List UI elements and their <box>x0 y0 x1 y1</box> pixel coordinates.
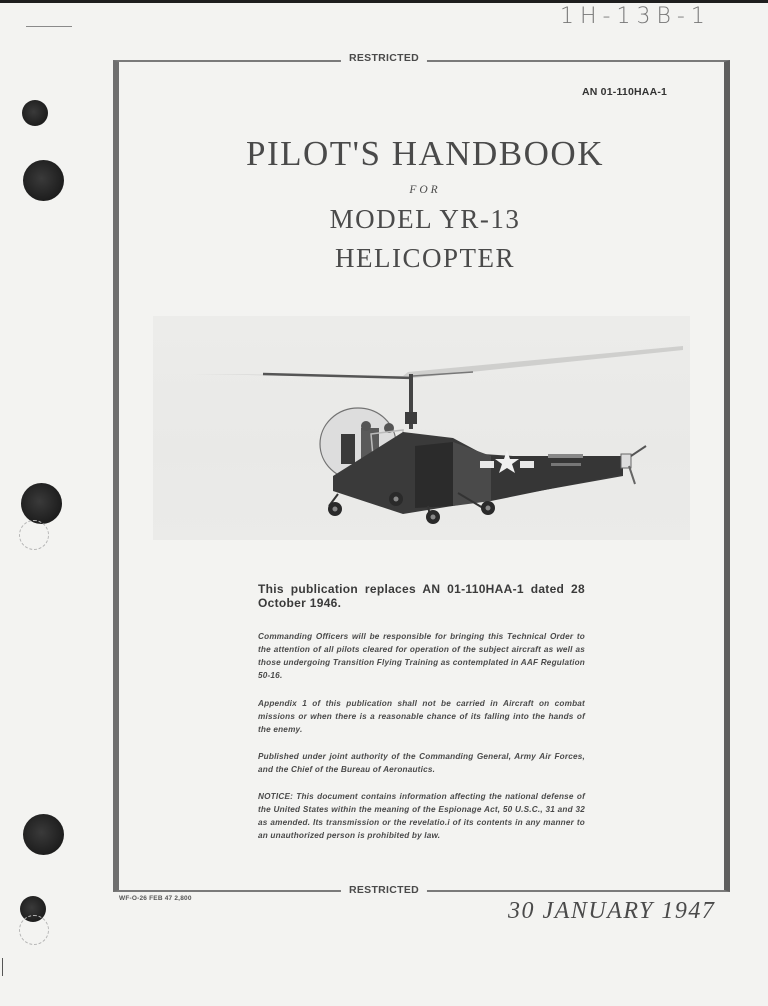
appendix-paragraph: Appendix 1 of this publication shall not be carried in Aircraft on combat missions or when there is a reasonable chance of its falling into the hands of the enemy. <box>258 699 585 734</box>
print-code: WF-O-26 FEB 47 2,800 <box>119 895 192 902</box>
classification-bottom: RESTRICTED <box>341 884 427 896</box>
an-number: AN 01-110HAA-1 <box>582 86 668 98</box>
distribution-paragraph: Commanding Officers will be responsible for bringing this Technical Order to the attention of all pilots cleared for operation of the subject aircraft as well as those undergoing Transition Flying Training as contemplated in AAF Regulation 50-16. <box>258 632 585 680</box>
helicopter-photo <box>153 316 690 540</box>
model-title: MODEL YR-13 <box>329 204 521 234</box>
publication-date: 30 JANUARY 1947 <box>508 898 716 924</box>
helicopter-icon <box>153 316 690 540</box>
page-mark <box>26 26 72 27</box>
handwritten-code: 1H-13B-1 <box>560 4 711 29</box>
espionage-notice-paragraph: NOTICE: This document contains information affecting the national defense of the United States within the meaning of the Espionage Act, 50 U.S.C., 31 and 32 as amended. Its transmission or the revelatio.i of its contents in any manner to an unauthorized person is prohibited by law. <box>258 792 585 840</box>
aircraft-type-title: HELICOPTER <box>335 243 515 273</box>
punch-hole-ghost-icon <box>19 520 49 550</box>
title-for: FOR <box>409 184 441 196</box>
punch-hole-icon <box>23 814 64 855</box>
classification-top: RESTRICTED <box>341 52 427 64</box>
punch-hole-icon <box>22 100 48 126</box>
scan-top-edge <box>0 0 768 3</box>
page-title: PILOT'S HANDBOOK <box>246 134 604 173</box>
authority-paragraph: Published under joint authority of the Commanding General, Army Air Forces, and the Chief of the Bureau of Aeronautics. <box>258 752 585 774</box>
supersedes-notice: This publication replaces AN 01-110HAA-1 dated 28 October 1946. <box>258 582 585 610</box>
scan-mark <box>2 958 3 976</box>
punch-hole-ghost-icon <box>19 915 49 945</box>
punch-hole-icon <box>21 483 62 524</box>
